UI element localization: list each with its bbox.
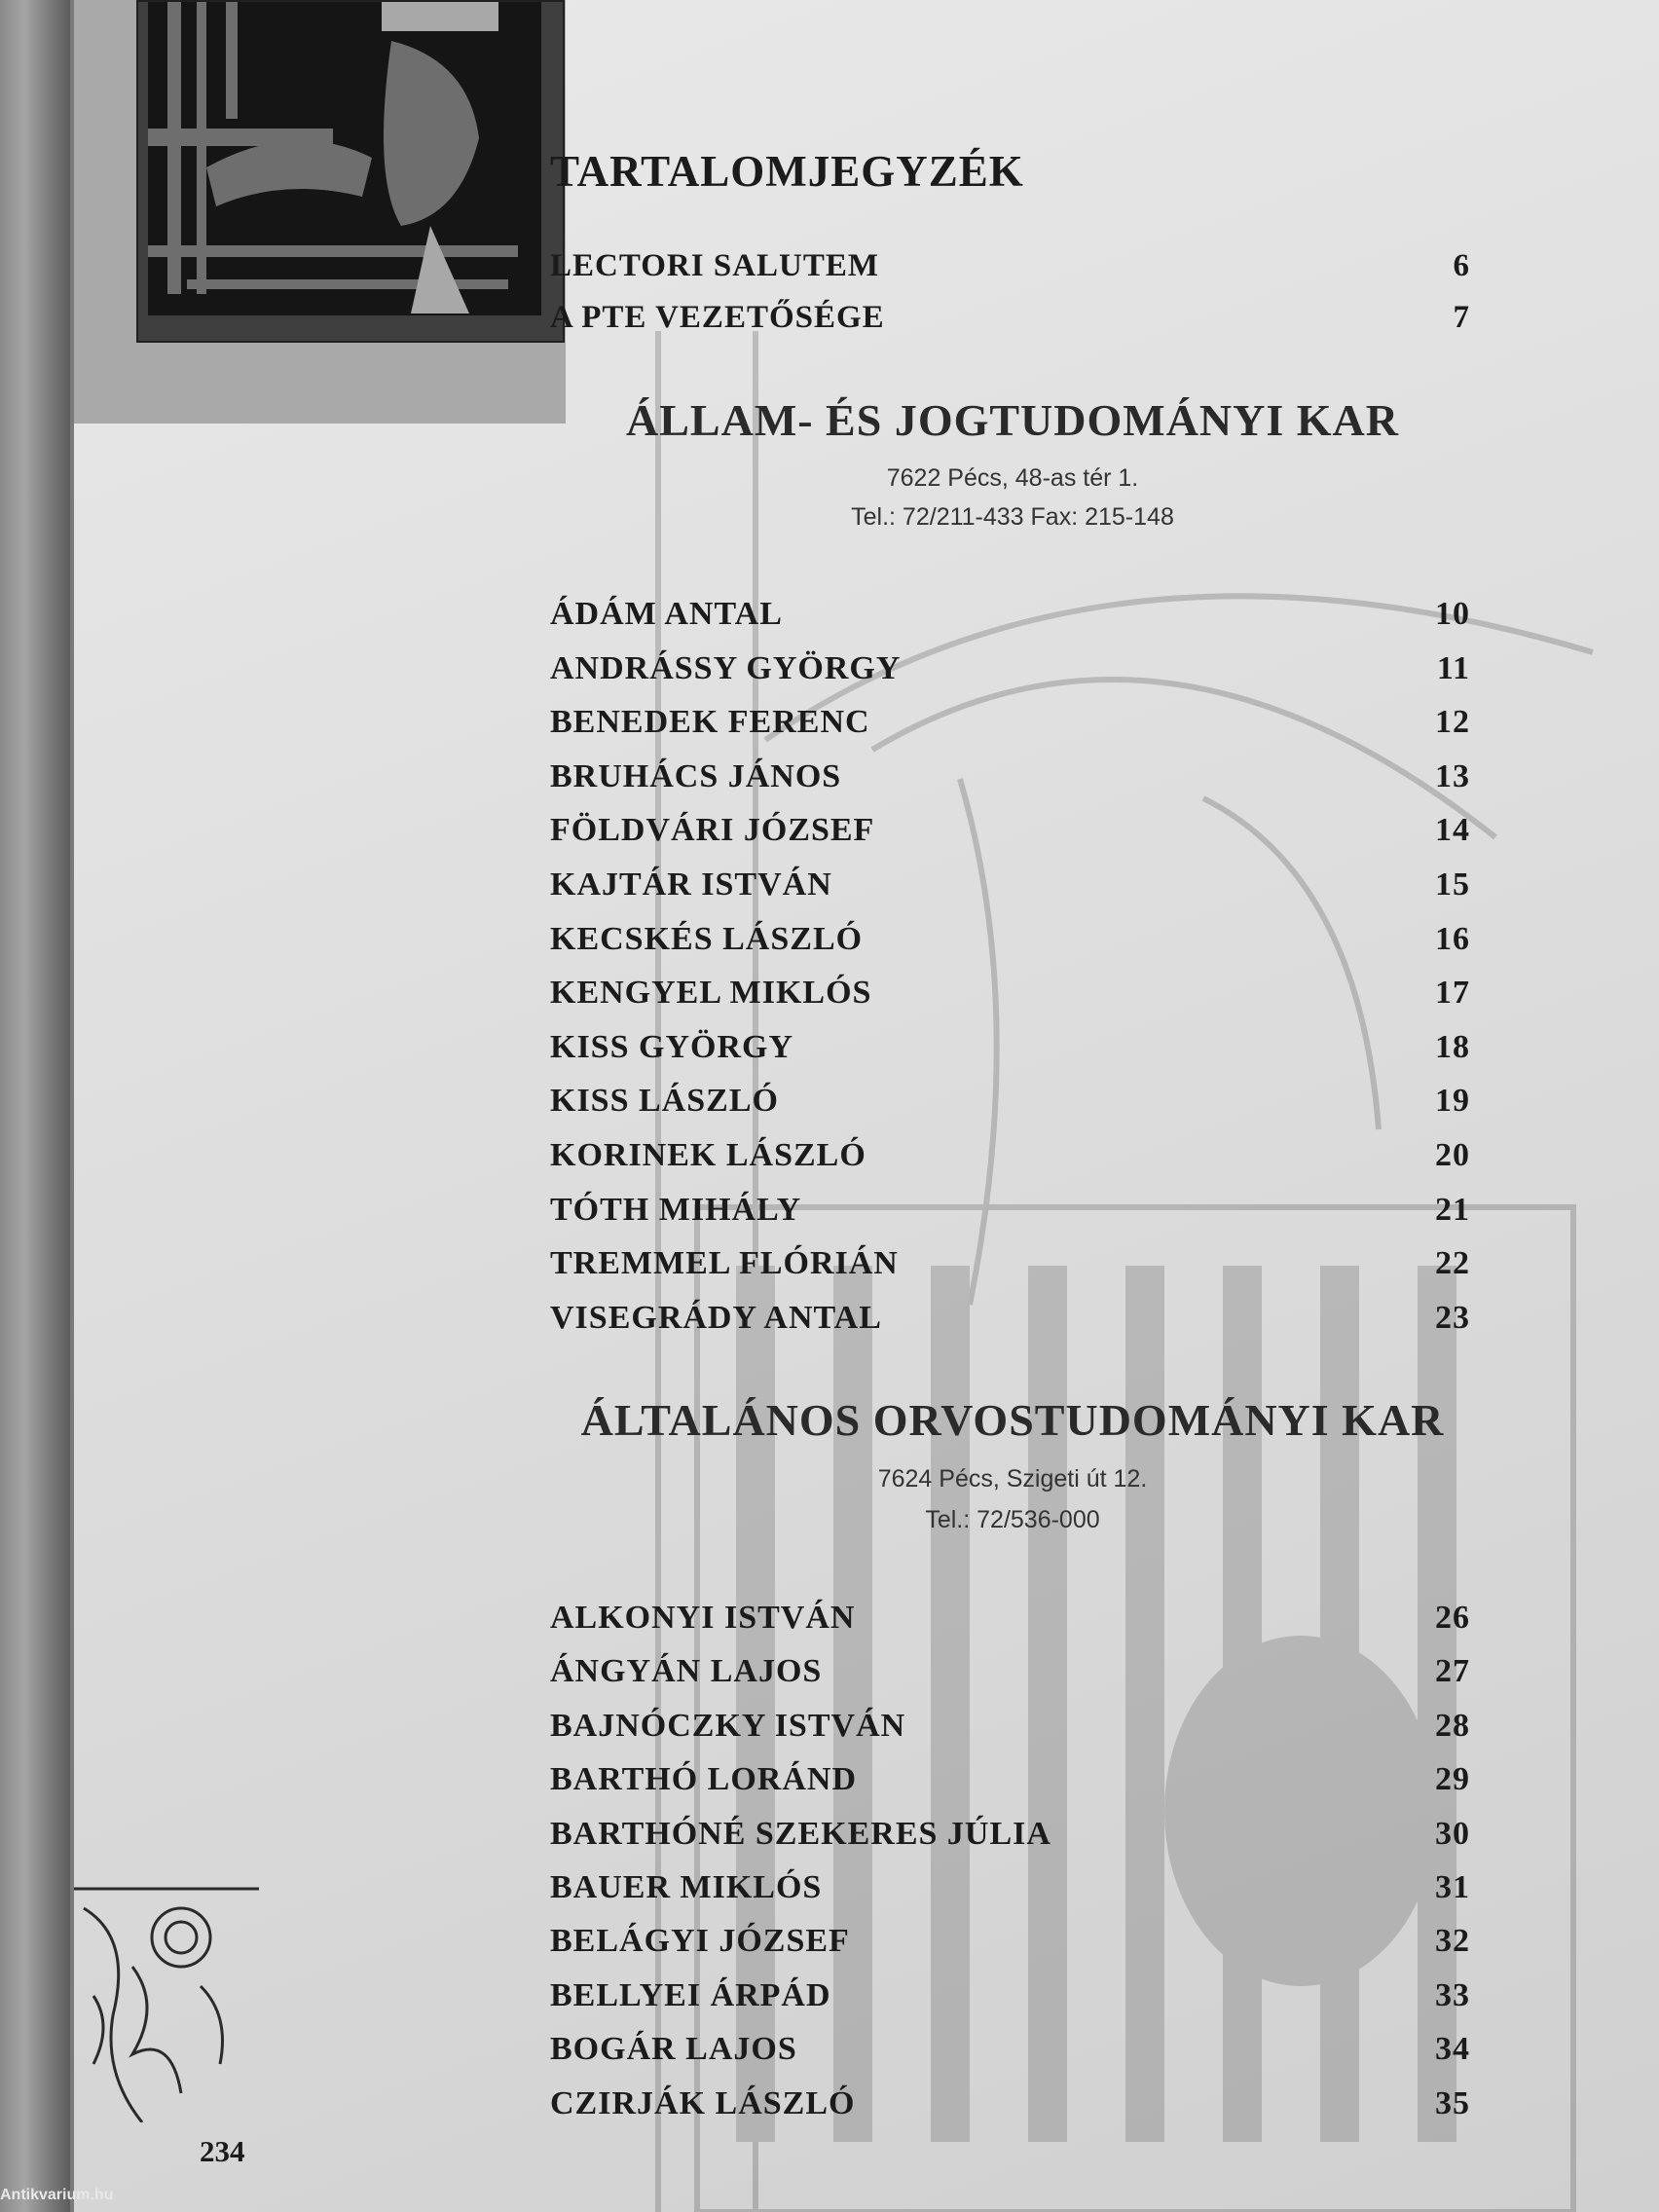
toc-entry[interactable] bbox=[550, 1300, 1470, 1337]
header-image-border bbox=[136, 0, 565, 343]
woodcut-illustration bbox=[148, 2, 541, 315]
toc-entry-name: BELLYEI ÁRPÁD bbox=[550, 1976, 831, 2013]
toc-entry[interactable] bbox=[550, 1869, 1470, 1906]
toc-entry[interactable] bbox=[550, 2031, 1470, 2068]
toc-entry-name: ALKONYI ISTVÁN bbox=[550, 1600, 856, 1636]
toc-entry[interactable] bbox=[550, 1708, 1470, 1745]
toc-entry-name: ÁDÁM ANTAL bbox=[550, 596, 783, 632]
toc-entry-page: 15 bbox=[1435, 866, 1470, 903]
toc-entry-page: 17 bbox=[1435, 975, 1470, 1012]
toc-entry-page: 11 bbox=[1436, 649, 1470, 686]
toc-entry[interactable] bbox=[550, 704, 1470, 741]
section-address: 7622 Pécs, 48-as tér 1. bbox=[886, 464, 1139, 492]
toc-entry[interactable] bbox=[550, 1083, 1470, 1120]
toc-entry-name: ÁNGYÁN LAJOS bbox=[550, 1653, 823, 1690]
toc-entry-name: BRUHÁCS JÁNOS bbox=[550, 757, 842, 794]
toc-entry-name: KISS LÁSZLÓ bbox=[550, 1083, 779, 1120]
toc-entry-page: 32 bbox=[1435, 1923, 1470, 1960]
toc-entry[interactable] bbox=[550, 975, 1470, 1012]
header-image-frame bbox=[74, 0, 566, 424]
toc-entry-page: 14 bbox=[1435, 812, 1470, 849]
toc-entry-name: ANDRÁSSY GYÖRGY bbox=[550, 649, 902, 686]
toc-entry-page: 6 bbox=[1453, 248, 1470, 283]
toc-entry-name: VISEGRÁDY ANTAL bbox=[550, 1299, 882, 1336]
toc-entry[interactable] bbox=[550, 1761, 1470, 1798]
toc-entry-name: BAUER MIKLÓS bbox=[550, 1869, 823, 1905]
toc-entry-page: 7 bbox=[1453, 300, 1470, 335]
toc-entry-page: 21 bbox=[1435, 1191, 1470, 1228]
toc-entry-page: 28 bbox=[1435, 1707, 1470, 1744]
section-address: 7624 Pécs, Szigeti út 12. bbox=[877, 1465, 1148, 1493]
toc-entry-name: BARTHÓNÉ SZEKERES JÚLIA bbox=[550, 1815, 1051, 1852]
acanthus-ornament bbox=[74, 1879, 269, 2122]
toc-entry-name: BENEDEK FERENC bbox=[550, 704, 870, 741]
page-number: 234 bbox=[200, 2134, 245, 2168]
toc-entry-page: 12 bbox=[1435, 704, 1470, 741]
toc-entry-name: TREMMEL FLÓRIÁN bbox=[550, 1245, 899, 1282]
toc-entry-page: 20 bbox=[1435, 1137, 1470, 1173]
toc-entry[interactable] bbox=[550, 2085, 1470, 2122]
watermark-text: Antikvarium.hu bbox=[0, 2187, 114, 2203]
toc-entry[interactable] bbox=[550, 1192, 1470, 1229]
toc-entry-page: 18 bbox=[1435, 1028, 1470, 1065]
toc-entry[interactable] bbox=[550, 1137, 1470, 1174]
toc-entry-name: BELÁGYI JÓZSEF bbox=[550, 1923, 850, 1960]
table-of-contents-title: TARTALOMJEGYZÉK bbox=[550, 147, 1024, 196]
toc-entry-page: 27 bbox=[1435, 1653, 1470, 1690]
toc-entry-page: 10 bbox=[1435, 596, 1470, 632]
toc-entry[interactable] bbox=[550, 758, 1470, 795]
toc-entry[interactable] bbox=[550, 1029, 1470, 1066]
section-phone: Tel.: 72/211-433 Fax: 215-148 bbox=[851, 503, 1174, 531]
toc-entry[interactable] bbox=[550, 1816, 1470, 1853]
toc-entry-page: 13 bbox=[1435, 757, 1470, 794]
toc-entry-name: TÓTH MIHÁLY bbox=[550, 1191, 802, 1228]
section-phone: Tel.: 72/536-000 bbox=[925, 1506, 1100, 1533]
toc-entry-page: 16 bbox=[1435, 920, 1470, 957]
toc-entry-page: 23 bbox=[1435, 1299, 1470, 1336]
toc-entry-page: 29 bbox=[1435, 1761, 1470, 1798]
section-title-altalanos-orvos: ÁLTALÁNOS ORVOSTUDOMÁNYI KAR bbox=[580, 1395, 1445, 1445]
toc-entry-name: KECSKÉS LÁSZLÓ bbox=[550, 920, 864, 957]
toc-entry[interactable] bbox=[550, 1653, 1470, 1690]
toc-entry-title: LECTORI SALUTEM bbox=[550, 248, 880, 283]
toc-entry[interactable] bbox=[550, 921, 1470, 958]
toc-entry[interactable] bbox=[550, 1923, 1470, 1960]
toc-entry-page: 33 bbox=[1435, 1976, 1470, 2013]
toc-entry-page: 34 bbox=[1435, 2031, 1470, 2068]
toc-entry-name: BARTHÓ LORÁND bbox=[550, 1761, 857, 1798]
toc-entry-page: 26 bbox=[1435, 1600, 1470, 1636]
toc-entry[interactable] bbox=[550, 812, 1470, 849]
toc-entry[interactable] bbox=[550, 1245, 1470, 1282]
toc-entry-page: 30 bbox=[1435, 1815, 1470, 1852]
toc-entry-lectori-salutem[interactable] bbox=[550, 248, 1470, 284]
toc-entry[interactable] bbox=[550, 596, 1470, 633]
toc-entry-title: A PTE VEZETŐSÉGE bbox=[550, 300, 885, 335]
toc-entry-name: CZIRJÁK LÁSZLÓ bbox=[550, 2084, 856, 2121]
toc-entry-page: 31 bbox=[1435, 1869, 1470, 1905]
toc-entry-name: KORINEK LÁSZLÓ bbox=[550, 1137, 866, 1173]
toc-entry-name: KAJTÁR ISTVÁN bbox=[550, 866, 832, 903]
toc-entry[interactable] bbox=[550, 650, 1470, 687]
toc-entry-name: FÖLDVÁRI JÓZSEF bbox=[550, 812, 875, 849]
toc-entry-page: 22 bbox=[1435, 1245, 1470, 1282]
toc-entry-name: KENGYEL MIKLÓS bbox=[550, 975, 872, 1012]
toc-entry-pte-vezetosege[interactable] bbox=[550, 300, 1470, 336]
toc-entry-page: 35 bbox=[1435, 2084, 1470, 2121]
toc-entry-page: 19 bbox=[1435, 1083, 1470, 1120]
toc-entry-name: KISS GYÖRGY bbox=[550, 1028, 793, 1065]
toc-entry-name: BAJNÓCZKY ISTVÁN bbox=[550, 1707, 906, 1744]
toc-entry[interactable] bbox=[550, 866, 1470, 903]
toc-entry[interactable] bbox=[550, 1977, 1470, 2014]
toc-entry-name: BOGÁR LAJOS bbox=[550, 2031, 797, 2068]
book-spine-edge bbox=[0, 0, 70, 2212]
section-title-allam-jog: ÁLLAM- ÉS JOGTUDOMÁNYI KAR bbox=[626, 395, 1399, 445]
toc-entry[interactable] bbox=[550, 1600, 1470, 1637]
